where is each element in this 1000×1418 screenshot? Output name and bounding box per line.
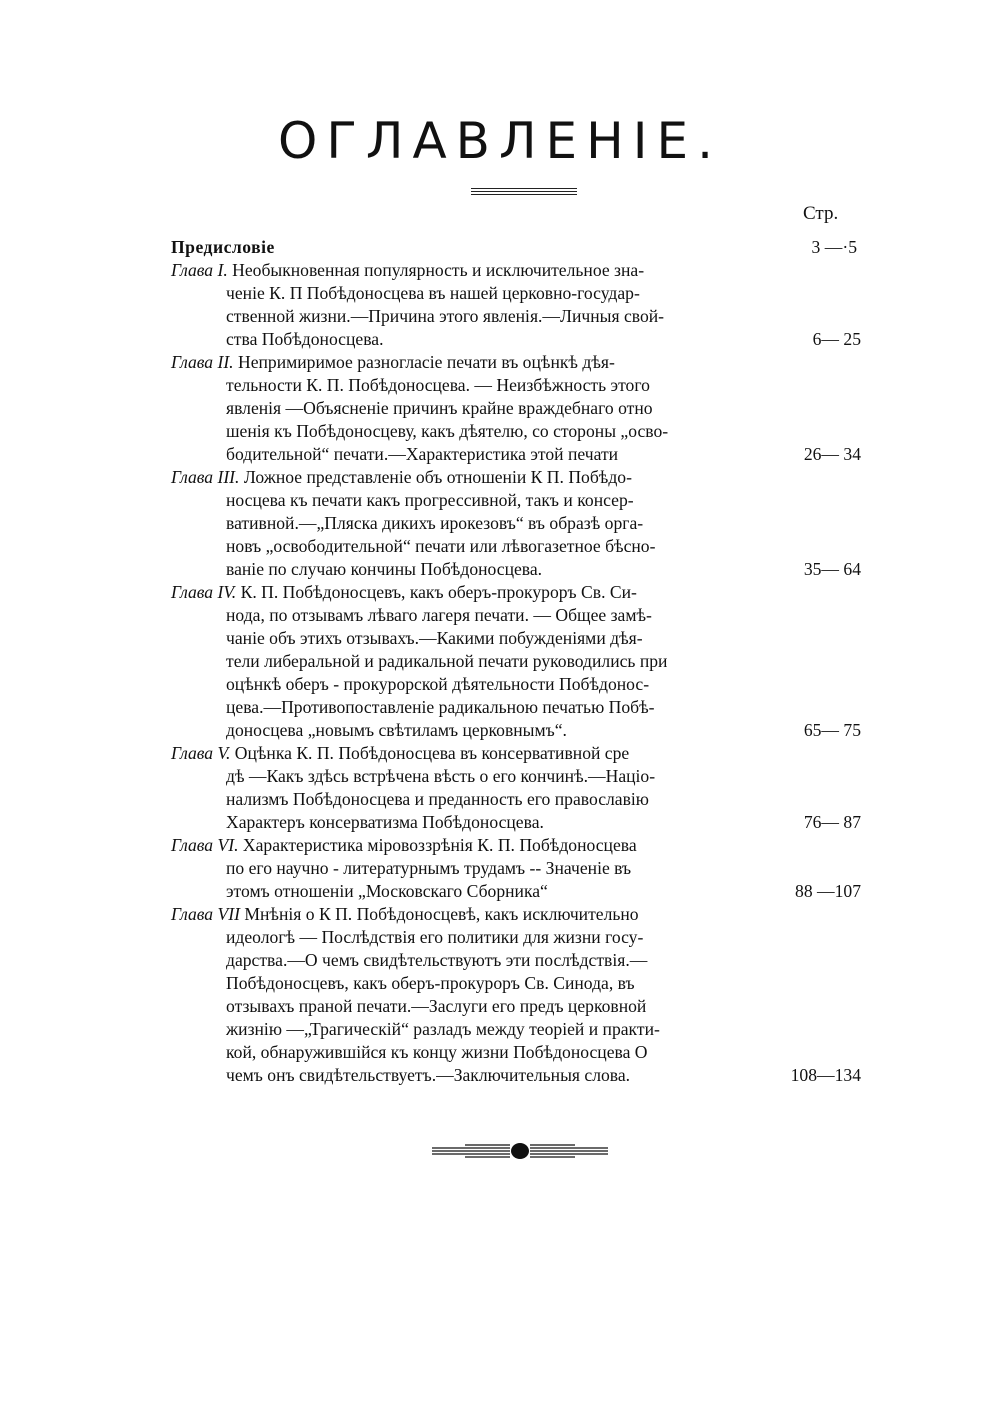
toc-entry-line bbox=[171, 420, 861, 443]
toc-entry-text: Непримиримое разногласіе печати въ оцѣнкѣ дѣя- bbox=[233, 352, 615, 372]
toc-entry bbox=[171, 259, 861, 351]
toc-entry-line bbox=[171, 696, 861, 719]
toc-entry-text: ственной жизни.—Причина этого явленія.—Личныя свой- bbox=[226, 306, 665, 326]
toc-entry bbox=[171, 581, 861, 742]
chapter-label: Глава II. bbox=[171, 352, 234, 372]
divider-line bbox=[471, 188, 577, 189]
toc-entry-line bbox=[171, 788, 861, 811]
toc-entry-text: новъ „освободительной“ печати или лѣвогазетное бѣсно- bbox=[226, 536, 656, 556]
toc-entry-first-line bbox=[171, 742, 861, 765]
toc-entry-text: чаніе объ этихъ отзывахъ.—Какими побужденіями дѣя- bbox=[226, 628, 643, 648]
toc-entry-text: жизнію —„Трагическій“ разладъ между теоріей и практи- bbox=[226, 1019, 660, 1039]
toc-entry-line bbox=[171, 650, 861, 673]
toc-entry-first-line bbox=[171, 236, 861, 259]
toc-entry-line bbox=[171, 972, 861, 995]
toc-entry-line bbox=[171, 305, 861, 328]
toc-entry bbox=[171, 351, 861, 466]
toc-entry-text: ченіе К. П Побѣдоносцева въ нашей церковно-государ- bbox=[226, 283, 640, 303]
toc-entry-line bbox=[171, 857, 861, 880]
chapter-label: Глава VII bbox=[171, 904, 240, 924]
toc-entry-text: чемъ онъ свидѣтельствуетъ.—Заключительныя слова. bbox=[226, 1065, 631, 1085]
toc-entry-line bbox=[171, 1064, 861, 1087]
toc-entry-text: Мнѣнія о К П. Побѣдоносцевѣ, какъ исключительно bbox=[239, 904, 639, 924]
toc-entry-text: тельности К. П. Побѣдоносцева. — Неизбѣжность этого bbox=[226, 375, 650, 395]
toc-entry-text: Характеристика міровоззрѣнія К. П. Побѣдоносцева bbox=[238, 835, 637, 855]
toc-entry bbox=[171, 834, 861, 903]
toc-entry-text: бодительной“ печати.—Характеристика этой печати bbox=[226, 444, 619, 464]
toc-entry bbox=[171, 742, 861, 834]
page-column-header: Стр. bbox=[803, 203, 839, 224]
toc-entry-line bbox=[171, 558, 861, 581]
divider-line bbox=[471, 194, 577, 195]
toc-entry bbox=[171, 903, 861, 1087]
toc-entry-line bbox=[171, 397, 861, 420]
toc-entry-line bbox=[171, 374, 861, 397]
toc-entry-text: дѣ —Какъ здѣсь встрѣчена вѣсть о его кончинѣ.—Націо- bbox=[226, 766, 656, 786]
toc-entry-line bbox=[171, 328, 861, 351]
page-range: 35— 64 bbox=[803, 559, 861, 579]
page-range: 26— 34 bbox=[803, 444, 861, 464]
toc-entry-line bbox=[171, 282, 861, 305]
toc-entry-text: нализмъ Побѣдоносцева и преданность его православію bbox=[226, 789, 649, 809]
toc-entry-line bbox=[171, 949, 861, 972]
toc-entry-text: ваніе по случаю кончины Побѣдоносцева. bbox=[226, 559, 543, 579]
toc-entry-line bbox=[171, 512, 861, 535]
toc-entry-line bbox=[171, 719, 861, 742]
toc-entry-text: идеологѣ — Послѣдствія его политики для жизни госу- bbox=[226, 927, 644, 947]
toc-entry-text: вативной.—„Пляска дикихъ ирокезовъ“ въ образѣ орга- bbox=[226, 513, 644, 533]
toc-entry-line bbox=[171, 535, 861, 558]
divider-line bbox=[471, 191, 577, 192]
toc-entry-text: К. П. Побѣдоносцевъ, какъ оберъ-прокуроръ Св. Си- bbox=[236, 582, 637, 602]
page-range: 76— 87 bbox=[803, 812, 861, 832]
toc-entry-line bbox=[171, 604, 861, 627]
toc-entry-text: доносцева „новымъ свѣтиламъ церковнымъ“. bbox=[226, 720, 567, 740]
toc-entry-text: нода, по отзывамъ лѣваго лагеря печати. — Общее замѣ- bbox=[226, 605, 652, 625]
toc-entry bbox=[171, 466, 861, 581]
toc-entry-text: Предисловіе bbox=[171, 237, 275, 257]
chapter-label: Глава VI. bbox=[171, 835, 239, 855]
toc-entry-line bbox=[171, 627, 861, 650]
page-range: 6— 25 bbox=[812, 329, 861, 349]
page-range: 3 —·5 bbox=[811, 237, 857, 257]
toc-entry bbox=[171, 236, 861, 259]
toc-entry-first-line bbox=[171, 903, 861, 926]
toc-entry-line bbox=[171, 880, 861, 903]
toc-entry-line bbox=[171, 765, 861, 788]
toc-entry-text: тели либеральной и радикальной печати руководились при bbox=[226, 651, 668, 671]
toc-entry-text: ства Побѣдоносцева. bbox=[226, 329, 384, 349]
toc-entry-first-line bbox=[171, 466, 861, 489]
toc-entry-first-line bbox=[171, 581, 861, 604]
chapter-label: Глава V. bbox=[171, 743, 231, 763]
toc-entry-text: Побѣдоносцевъ, какъ оберъ-прокуроръ Св. Синода, въ bbox=[226, 973, 635, 993]
chapter-label: Глава I. bbox=[171, 260, 228, 280]
toc-entry-text: отзывахъ праной печати.—Заслуги его предъ церковной bbox=[226, 996, 647, 1016]
toc-entry-line bbox=[171, 995, 861, 1018]
chapter-label: Глава III. bbox=[171, 467, 240, 487]
toc-entry-line bbox=[171, 1041, 861, 1064]
page-range: 108—134 bbox=[790, 1065, 861, 1085]
page-range: 65— 75 bbox=[803, 720, 861, 740]
title-divider bbox=[471, 188, 577, 197]
page-range: 88 —107 bbox=[795, 881, 861, 901]
toc-entry-first-line bbox=[171, 259, 861, 282]
chapter-label: Глава IV. bbox=[171, 582, 237, 602]
table-of-contents bbox=[171, 236, 861, 1087]
toc-entry-text: Характеръ консерватизма Побѣдоносцева. bbox=[226, 812, 544, 832]
toc-entry-line bbox=[171, 811, 861, 834]
toc-entry-line bbox=[171, 443, 861, 466]
toc-entry-text: этомъ отношеніи „Московскаго Сборника“ bbox=[226, 881, 548, 901]
toc-entry-first-line bbox=[171, 351, 861, 374]
toc-entry-text: кой, обнаружившійся къ концу жизни Побѣдоносцева О bbox=[226, 1042, 648, 1062]
page-title: ОГЛАВЛЕНІЕ. bbox=[278, 112, 722, 170]
toc-entry-first-line bbox=[171, 834, 861, 857]
toc-entry-text: дарства.—О чемъ свидѣтельствуютъ эти послѣдствія.— bbox=[226, 950, 648, 970]
toc-entry-text: Оцѣнка К. П. Побѣдоносцева въ консервативной сре bbox=[230, 743, 630, 763]
toc-entry-text: явленія —Объясненіе причинъ крайне враждебнаго отно bbox=[226, 398, 653, 418]
toc-entry-text: носцева къ печати какъ прогрессивной, такъ и консер- bbox=[226, 490, 634, 510]
toc-entry-line bbox=[171, 1018, 861, 1041]
toc-entry-text: цева.—Противопоставленіе радикальною печатью Побѣ- bbox=[226, 697, 655, 717]
toc-entry-line bbox=[171, 926, 861, 949]
toc-entry-text: Ложное представленіе объ отношеніи К П. Побѣдо- bbox=[239, 467, 632, 487]
toc-entry-text: Необыкновенная популярность и исключительное зна- bbox=[227, 260, 645, 280]
toc-entry-text: шенія къ Побѣдоносцеву, какъ дѣятелю, со стороны „осво- bbox=[226, 421, 669, 441]
toc-entry-line bbox=[171, 673, 861, 696]
toc-entry-text: оцѣнкѣ оберъ - прокурорской дѣятельности Побѣдонос- bbox=[226, 674, 650, 694]
toc-entry-text: по его научно - литературнымъ трудамъ -- Значеніе въ bbox=[226, 858, 632, 878]
toc-entry-line bbox=[171, 489, 861, 512]
ornament-divider-icon bbox=[430, 1136, 610, 1166]
